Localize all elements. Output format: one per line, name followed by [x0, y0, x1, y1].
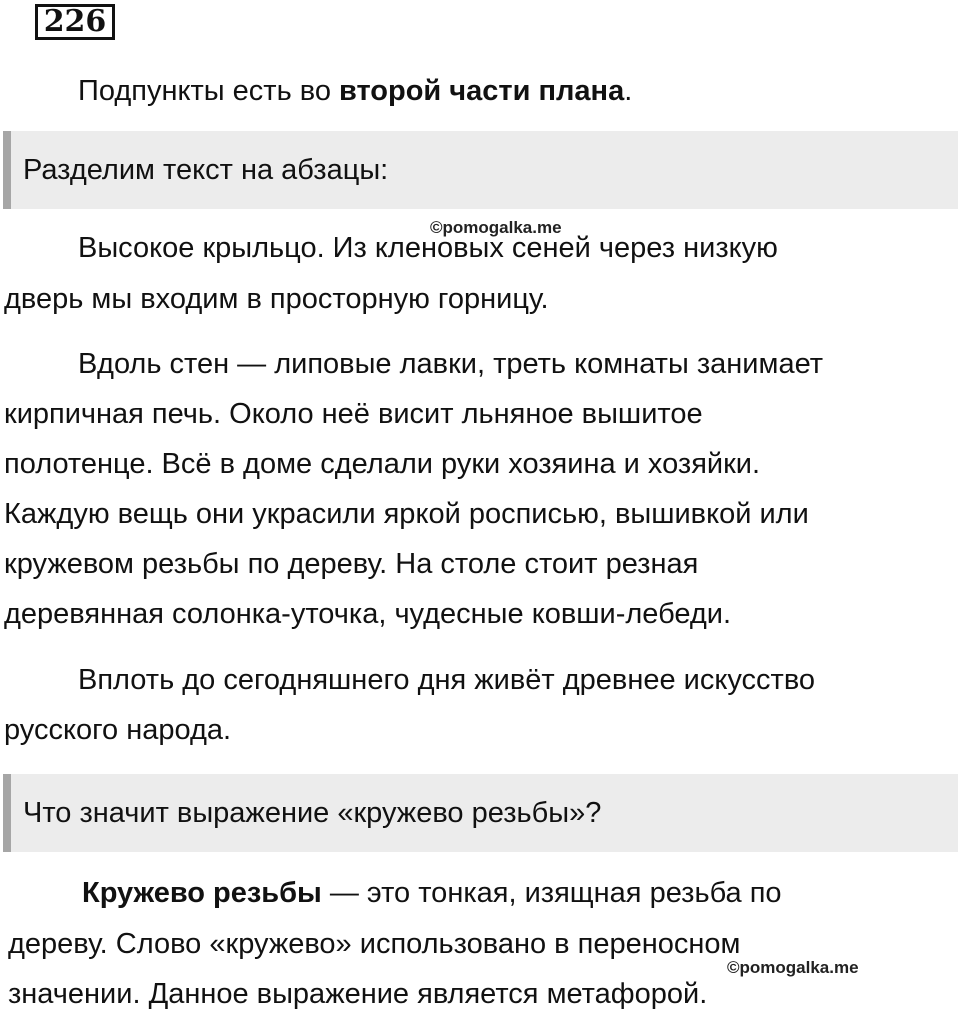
paragraph-2-line-3: полотенце. Всё в доме сделали руки хозяина и хозяйки.: [4, 448, 761, 480]
answer-line-2: дереву. Слово «кружево» использовано в переносном: [8, 928, 741, 960]
heading-question: Что значит выражение «кружево резьбы»?: [23, 797, 602, 829]
paragraph-3-line-1: Вплоть до сегодняшнего дня живёт древнее искусство: [78, 664, 816, 696]
answer-line-3: значении. Данное выражение является метафорой.: [8, 978, 708, 1010]
task-number-box: 226: [35, 4, 115, 40]
paragraph-2-line-1: Вдоль стен — липовые лавки, треть комнаты занимает: [78, 348, 824, 380]
heading-paragraphs: Разделим текст на абзацы:: [23, 154, 389, 186]
intro-prefix: Подпункты есть во: [78, 75, 340, 107]
watermark-bottom: ©pomogalka.me: [727, 958, 859, 977]
paragraph-2-line-5: кружевом резьбы по дереву. На столе стоит резная: [4, 548, 699, 580]
paragraph-3-line-2: русского народа.: [4, 714, 232, 746]
paragraph-1-line-2: дверь мы входим в просторную горницу.: [4, 283, 549, 315]
heading-block-paragraphs: [3, 131, 958, 209]
intro-bold: второй части плана: [339, 75, 625, 107]
paragraph-2-line-2: кирпичная печь. Около неё висит льняное вышитое: [4, 398, 703, 430]
watermark-top: ©pomogalka.me: [430, 218, 562, 237]
answer-line-1: [82, 876, 782, 910]
intro-suffix: .: [624, 75, 633, 107]
paragraph-1-line-1: Высокое крыльцо. Из кленовых сеней через низкую: [78, 232, 778, 264]
answer-bold-term: Кружево резьбы: [82, 877, 322, 909]
answer-line-1-rest: — это тонкая, изящная резьба по: [321, 877, 782, 909]
heading-block-question: [3, 774, 958, 852]
paragraph-2-line-6: деревянная солонка-уточка, чудесные ковши-лебеди.: [4, 598, 732, 630]
paragraph-2-line-4: Каждую вещь они украсили яркой росписью, вышивкой или: [4, 498, 809, 530]
intro-line: [78, 74, 632, 108]
